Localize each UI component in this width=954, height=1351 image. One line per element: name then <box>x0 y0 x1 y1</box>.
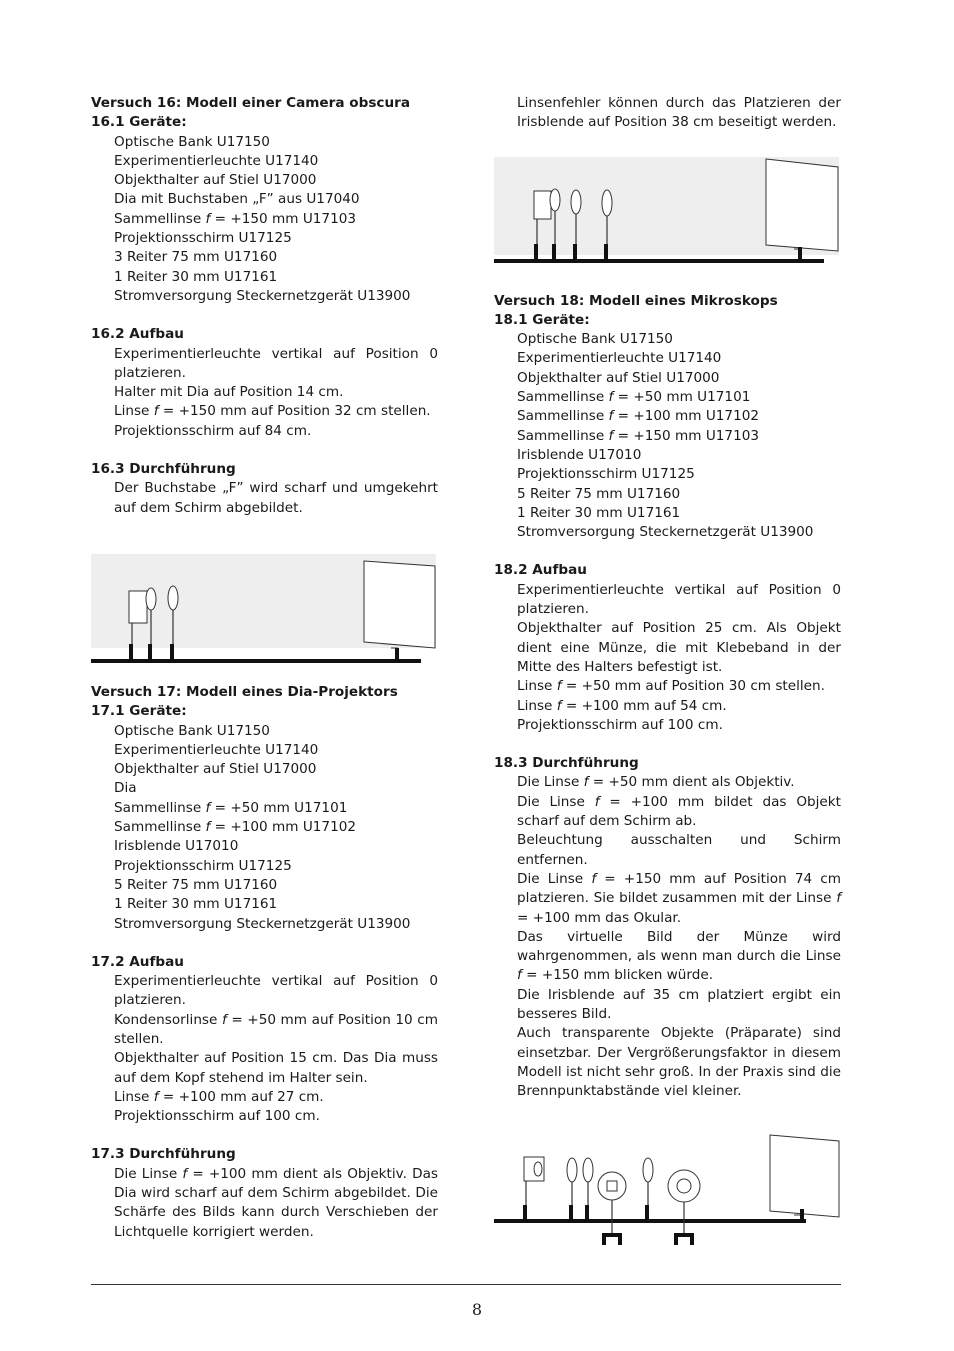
list-item: Projektionsschirm U17125 <box>517 466 695 483</box>
v16-aufbau-heading: 16.2 Aufbau <box>91 326 184 343</box>
list-item: Das virtuelle Bild der Münze wird wahrgenommen, als wenn man durch die Linse f = +150 mm blicken würde. <box>517 928 841 984</box>
list-item: Dia <box>114 780 137 797</box>
list-item: 5 Reiter 75 mm U17160 <box>114 876 278 893</box>
figure-mikroskop <box>494 1127 841 1253</box>
footer-rule <box>91 1284 841 1285</box>
list-item: Beleuchtung ausschalten und Schirm entfernen. <box>517 832 841 868</box>
v17-continuation: Linsenfehler können durch das Platzieren der Irisblende auf Position 38 cm beseitigt werden. <box>517 95 841 131</box>
list-item: Experimentierleuchte vertikal auf Position 0 platzieren. <box>114 973 438 1009</box>
list-item: Halter mit Dia auf Position 14 cm. <box>114 384 344 401</box>
left-column <box>91 94 438 1242</box>
list-item: Experimentierleuchte vertikal auf Position 0 platzieren. <box>517 581 841 618</box>
list-item: Sammellinse f = +150 mm U17103 <box>114 210 357 227</box>
list-item: Linse f = +100 mm auf 27 cm. <box>114 1088 324 1105</box>
list-item: Stromversorgung Steckernetzgerät U13900 <box>114 287 411 304</box>
list-item: Objekthalter auf Position 25 cm. Als Objekt dient eine Münze, die mit Klebeband in der Mitte des Halters befestigt ist. <box>517 620 841 675</box>
figure-dia-projektor <box>494 155 841 273</box>
v18-geraete-list <box>494 330 841 542</box>
list-item: Sammellinse f = +50 mm U17101 <box>517 389 751 406</box>
v17-geraete-heading: 17.1 Geräte: <box>91 703 187 720</box>
list-item: 5 Reiter 75 mm U17160 <box>517 485 681 502</box>
list-item: Objekthalter auf Stiel U17000 <box>114 761 317 778</box>
v18-geraete-heading: 18.1 Geräte: <box>494 311 590 328</box>
list-item: 1 Reiter 30 mm U17161 <box>114 896 278 913</box>
list-item: Sammellinse f = +100 mm U17102 <box>114 819 357 836</box>
v17-durch-list <box>91 1165 438 1242</box>
list-item: Projektionsschirm auf 84 cm. <box>114 422 312 439</box>
list-item: Optische Bank U17150 <box>114 722 270 739</box>
list-item: Objekthalter auf Stiel U17000 <box>114 172 317 189</box>
list-item: Experimentierleuchte U17140 <box>517 350 722 367</box>
v16-durch-heading: 16.3 Durchführung <box>91 461 236 478</box>
v18-durch-heading: 18.3 Durchführung <box>494 755 639 772</box>
list-item: 1 Reiter 30 mm U17161 <box>114 268 278 285</box>
v18-durch-list <box>494 773 841 1101</box>
list-item: Die Linse f = +100 mm bildet das Objekt scharf auf dem Schirm ab. <box>517 793 841 830</box>
list-item: Auch transparente Objekte (Präparate) sind einsetzbar. Der Vergrößerungsfaktor in diesem Modell ist nicht sehr groß. In der Praxis sind die Brennpunktabstände viel kleiner. <box>517 1025 841 1100</box>
list-item: Projektionsschirm auf 100 cm. <box>517 716 723 733</box>
list-item: Projektionsschirm U17125 <box>114 230 292 247</box>
list-item: Dia mit Buchstaben „F” aus U17040 <box>114 191 360 208</box>
list-item: Stromversorgung Steckernetzgerät U13900 <box>517 524 814 541</box>
list-item: Kondensorlinse f = +50 mm auf Position 10 cm stellen. <box>114 1011 438 1047</box>
v17-durch-heading: 17.3 Durchführung <box>91 1146 236 1163</box>
list-item: 3 Reiter 75 mm U17160 <box>114 249 278 266</box>
list-item: Experimentierleuchte vertikal auf Position 0 platzieren. <box>114 345 438 381</box>
v16-geraete-list <box>91 133 438 307</box>
list-item: Sammellinse f = +150 mm U17103 <box>517 427 760 444</box>
list-item: Die Linse f = +150 mm auf Position 74 cm platzieren. Sie bildet zusammen mit der Linse f = +100 mm das Okular. <box>517 870 842 926</box>
list-item: Linse f = +100 mm auf 54 cm. <box>517 697 727 714</box>
v18-title: Versuch 18: Modell eines Mikroskops <box>494 292 778 309</box>
list-item: Der Buchstabe „F” wird scharf und umgekehrt auf dem Schirm abgebildet. <box>114 480 438 516</box>
list-item: Die Linse f = +100 mm dient als Objektiv. Das Dia wird scharf auf dem Schirm abgebildet. Die Schärfe des Bilds kann durch Verschieben der Lichtquelle korrigiert werden. <box>114 1165 439 1240</box>
v17-geraete-list <box>91 722 438 934</box>
list-item: Projektionsschirm auf 100 cm. <box>114 1108 320 1125</box>
v17-title: Versuch 17: Modell eines Dia-Projektors <box>91 683 398 700</box>
v18-aufbau-heading: 18.2 Aufbau <box>494 562 587 579</box>
v16-aufbau-list <box>91 345 438 441</box>
list-item: Objekthalter auf Position 15 cm. Das Dia muss auf dem Kopf stehend im Halter sein. <box>114 1050 438 1086</box>
figure-camera-obscura <box>91 536 438 664</box>
list-item: Irisblende U17010 <box>517 446 642 463</box>
list-item: Sammellinse f = +50 mm U17101 <box>114 799 348 816</box>
list-item: Projektionsschirm U17125 <box>114 857 292 874</box>
list-item: Optische Bank U17150 <box>517 331 673 348</box>
page-number: 8 <box>471 1300 483 1319</box>
v16-durch-list <box>91 479 438 518</box>
list-item: Stromversorgung Steckernetzgerät U13900 <box>114 915 411 932</box>
list-item: Experimentierleuchte U17140 <box>114 741 319 758</box>
v18-aufbau-list <box>494 581 841 735</box>
v17-aufbau-heading: 17.2 Aufbau <box>91 953 184 970</box>
v17-aufbau-list <box>91 972 438 1126</box>
list-item: Sammellinse f = +100 mm U17102 <box>517 408 760 425</box>
list-item: Linse f = +150 mm auf Position 32 cm stellen. <box>114 403 431 420</box>
list-item: Objekthalter auf Stiel U17000 <box>517 369 720 386</box>
list-item: 1 Reiter 30 mm U17161 <box>517 504 681 521</box>
list-item: Die Irisblende auf 35 cm platziert ergibt ein besseres Bild. <box>517 986 841 1022</box>
list-item: Die Linse f = +50 mm dient als Objektiv. <box>517 774 795 791</box>
list-item: Irisblende U17010 <box>114 838 239 855</box>
v16-geraete-heading: 16.1 Geräte: <box>91 114 187 131</box>
list-item: Experimentierleuchte U17140 <box>114 152 319 169</box>
list-item: Linse f = +50 mm auf Position 30 cm stellen. <box>517 678 825 695</box>
list-item: Optische Bank U17150 <box>114 133 270 150</box>
v16-title: Versuch 16: Modell einer Camera obscura <box>91 95 411 111</box>
right-column <box>494 94 841 1253</box>
